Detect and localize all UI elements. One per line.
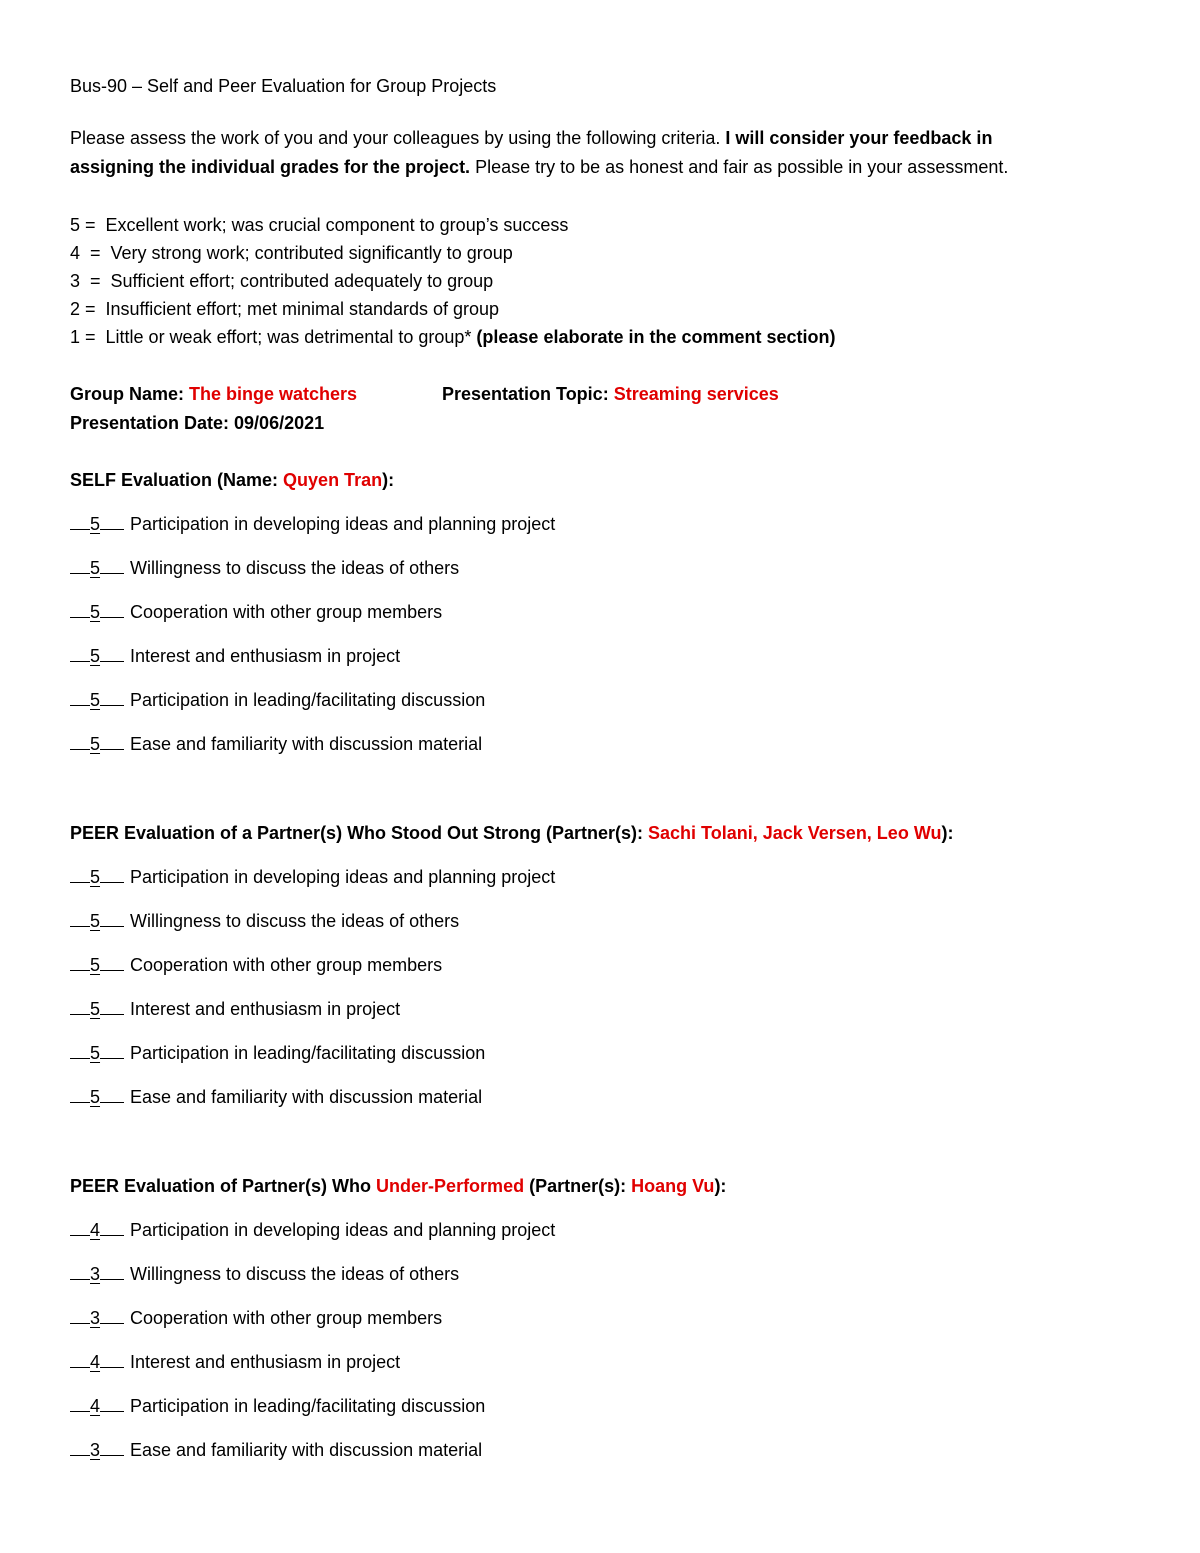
rating-criterion: Participation in developing ideas and planning project	[130, 867, 556, 887]
rating-blank	[70, 1307, 90, 1324]
group-name-value: The binge watchers	[189, 384, 358, 404]
scale-num: 3	[70, 271, 81, 291]
rating-score[interactable]: 5	[90, 911, 101, 931]
rating-criterion: Participation in developing ideas and planning project	[130, 514, 556, 534]
intro-bold-1: I will consider your feedback in	[725, 128, 993, 148]
rating-blank	[100, 910, 124, 927]
rating-score[interactable]: 5	[90, 867, 101, 887]
heading-text: PEER Evaluation of Partner(s) Who	[70, 1176, 377, 1196]
rating-blank	[70, 866, 90, 883]
rating-row	[70, 863, 555, 891]
rating-score[interactable]: 3	[90, 1264, 101, 1284]
rating-row	[70, 1260, 459, 1288]
rating-blank	[70, 1395, 90, 1412]
rating-score[interactable]: 5	[90, 646, 101, 666]
rating-criterion: Willingness to discuss the ideas of others	[130, 558, 460, 578]
heading-text: (Partner(s):	[524, 1176, 632, 1196]
rating-criterion: Ease and familiarity with discussion material	[130, 734, 483, 754]
rating-blank	[100, 866, 124, 883]
self-name: Quyen Tran	[283, 470, 383, 490]
heading-text: PEER Evaluation of a Partner(s) Who Stood Out Strong (Partner(s):	[70, 823, 649, 843]
scale-text: Very strong work; contributed significantly to group	[110, 243, 513, 263]
rating-criterion: Willingness to discuss the ideas of others	[130, 1264, 460, 1284]
rating-blank	[70, 1439, 90, 1456]
rating-blank	[100, 645, 124, 662]
rating-score[interactable]: 5	[90, 734, 101, 754]
rating-blank	[70, 1086, 90, 1103]
rating-blank	[70, 910, 90, 927]
rating-row	[70, 1304, 442, 1332]
scale-num: 1	[70, 327, 81, 347]
rating-blank	[70, 1042, 90, 1059]
rating-criterion: Participation in developing ideas and planning project	[130, 1220, 556, 1240]
rating-row	[70, 730, 482, 758]
rating-criterion: Interest and enthusiasm in project	[130, 1352, 401, 1372]
rating-blank	[100, 557, 124, 574]
rating-blank	[70, 1219, 90, 1236]
rating-blank	[70, 513, 90, 530]
under-performed-label: Under-Performed	[376, 1176, 525, 1196]
rating-blank	[100, 513, 124, 530]
heading-text: ):	[941, 823, 954, 843]
rating-blank	[70, 557, 90, 574]
rating-row	[70, 510, 555, 538]
rating-row	[70, 907, 459, 935]
rating-score[interactable]: 5	[90, 602, 101, 622]
rating-blank	[70, 998, 90, 1015]
rating-score[interactable]: 5	[90, 1087, 101, 1107]
rating-score[interactable]: 5	[90, 558, 101, 578]
strong-partner-names: Sachi Tolani, Jack Versen, Leo Wu	[648, 823, 942, 843]
rating-score[interactable]: 5	[90, 955, 101, 975]
scale-item-2: 2 = Insufficient effort; met minimal standards of group	[70, 299, 500, 319]
rating-blank	[100, 601, 124, 618]
rating-blank	[100, 954, 124, 971]
rating-row	[70, 1348, 400, 1376]
rating-score[interactable]: 3	[90, 1308, 101, 1328]
rating-row	[70, 686, 485, 714]
rating-criterion: Cooperation with other group members	[130, 955, 443, 975]
rating-criterion: Participation in leading/facilitating discussion	[130, 1043, 486, 1063]
scale-item-1: 1 = Little or weak effort; was detrimental to group* (please elaborate in the comment section)	[70, 327, 836, 347]
rating-blank	[100, 1042, 124, 1059]
scale-text: Sufficient effort; contributed adequately to group	[110, 271, 494, 291]
under-partner-names: Hoang Vu	[631, 1176, 715, 1196]
scale-num: 4	[70, 243, 81, 263]
rating-blank	[70, 601, 90, 618]
topic-label: Presentation Topic:	[442, 384, 614, 404]
rating-blank	[100, 1086, 124, 1103]
intro-line-2	[70, 153, 1008, 181]
rating-criterion: Participation in leading/facilitating discussion	[130, 690, 486, 710]
rating-row	[70, 1083, 482, 1111]
peer-under-heading	[70, 1172, 726, 1200]
rating-criterion: Willingness to discuss the ideas of others	[130, 911, 460, 931]
rating-blank	[100, 689, 124, 706]
rating-row	[70, 951, 442, 979]
rating-row	[70, 554, 459, 582]
heading-text: ):	[714, 1176, 727, 1196]
rating-blank	[100, 1219, 124, 1236]
rating-score[interactable]: 4	[90, 1220, 101, 1240]
rating-blank	[100, 1263, 124, 1280]
rating-criterion: Interest and enthusiasm in project	[130, 999, 401, 1019]
rating-score[interactable]: 4	[90, 1396, 101, 1416]
peer-strong-heading	[70, 819, 953, 847]
scale-item-5: 5 = Excellent work; was crucial component to group’s success	[70, 215, 569, 235]
rating-score[interactable]: 4	[90, 1352, 101, 1372]
rating-blank	[70, 733, 90, 750]
scale-num: 2	[70, 299, 81, 319]
rating-blank	[100, 733, 124, 750]
self-eval-heading	[70, 466, 394, 494]
rating-score[interactable]: 3	[90, 1440, 101, 1460]
rating-score[interactable]: 5	[90, 999, 101, 1019]
scale-text: Insufficient effort; met minimal standards of group	[105, 299, 500, 319]
rating-criterion: Cooperation with other group members	[130, 1308, 443, 1328]
rating-row	[70, 1039, 485, 1067]
scale-item-3: 3 = Sufficient effort; contributed adequately to group	[70, 271, 494, 291]
rating-criterion: Interest and enthusiasm in project	[130, 646, 401, 666]
rating-blank	[100, 1307, 124, 1324]
rating-criterion: Ease and familiarity with discussion material	[130, 1087, 483, 1107]
heading-text: ):	[382, 470, 395, 490]
rating-blank	[70, 645, 90, 662]
scale-text: Excellent work; was crucial component to group’s success	[105, 215, 569, 235]
rating-score[interactable]: 5	[90, 690, 101, 710]
rating-score[interactable]: 5	[90, 1043, 101, 1063]
topic-value: Streaming services	[613, 384, 779, 404]
rating-blank	[70, 689, 90, 706]
intro-line-1	[70, 124, 992, 152]
rating-blank	[70, 1263, 90, 1280]
document-title: Bus-90 – Self and Peer Evaluation for Group Projects	[70, 76, 497, 96]
rating-blank	[100, 1351, 124, 1368]
rating-blank	[70, 1351, 90, 1368]
intro-text: Please assess the work of you and your colleagues by using the following criteria.	[70, 128, 726, 148]
rating-blank	[100, 1395, 124, 1412]
rating-row	[70, 995, 400, 1023]
heading-text: SELF Evaluation (Name:	[70, 470, 284, 490]
intro-text-2: Please try to be as honest and fair as possible in your assessment.	[470, 157, 1009, 177]
group-name-label: Group Name:	[70, 384, 190, 404]
scale-text: Little or weak effort; was detrimental to group*	[105, 327, 472, 347]
rating-row	[70, 642, 400, 670]
rating-row	[70, 1392, 485, 1420]
presentation-date: Presentation Date: 09/06/2021	[70, 413, 325, 433]
rating-row	[70, 1436, 482, 1464]
rating-criterion: Cooperation with other group members	[130, 602, 443, 622]
rating-blank	[100, 1439, 124, 1456]
scale-num: 5	[70, 215, 81, 235]
scale-item-4: 4 = Very strong work; contributed significantly to group	[70, 243, 513, 263]
rating-criterion: Participation in leading/facilitating discussion	[130, 1396, 486, 1416]
scale-note: (please elaborate in the comment section)	[476, 327, 836, 347]
rating-criterion: Ease and familiarity with discussion material	[130, 1440, 483, 1460]
rating-row	[70, 1216, 555, 1244]
rating-blank	[100, 998, 124, 1015]
group-info-line	[70, 380, 1070, 408]
rating-score[interactable]: 5	[90, 514, 101, 534]
rating-row	[70, 598, 442, 626]
rating-blank	[70, 954, 90, 971]
intro-bold-2: assigning the individual grades for the project.	[70, 157, 471, 177]
presentation-topic	[442, 380, 779, 408]
